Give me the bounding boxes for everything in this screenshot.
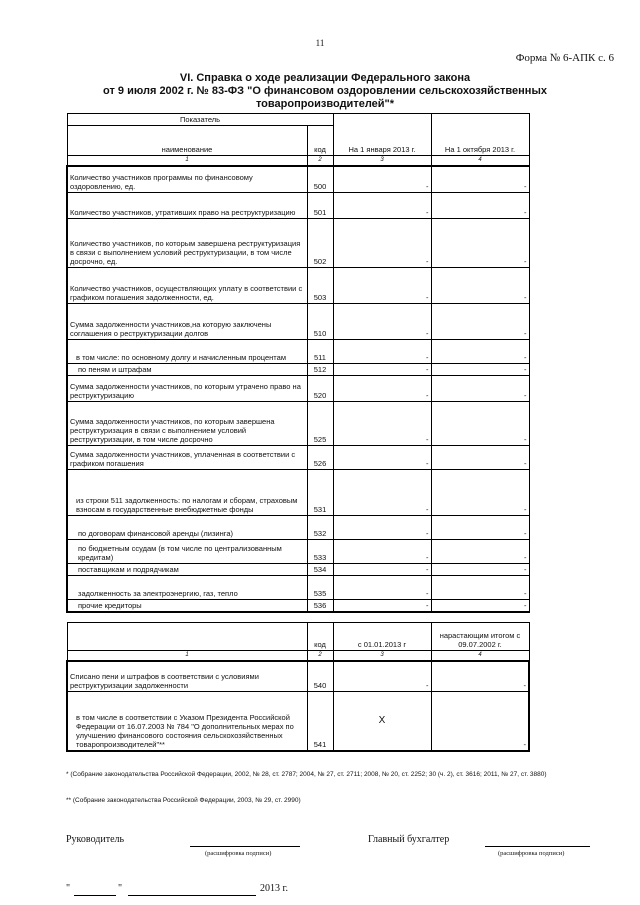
row-name: Количество участников, утративших право на реструктуризацию <box>67 192 307 218</box>
row-value-oct: - <box>431 445 529 469</box>
header-code: код <box>307 623 333 651</box>
colnum-1: 1 <box>67 651 307 662</box>
row-value-oct: - <box>431 363 529 375</box>
writeoff-table <box>66 622 530 752</box>
colnum-4: 4 <box>431 651 529 662</box>
table-row <box>67 563 529 575</box>
footnote-1: * (Собрание законодательства Российской Федерации, 2002, № 28, ст. 2787; 2004, № 27, ст. 2711; 2008, № 20, ст. 2252; 30 (ч. 2), ст. 3616; 2011, № 27, ст. 3880) <box>66 771 547 778</box>
row-value-jan: - <box>333 469 431 515</box>
title-line-3: товаропроизводителей"* <box>255 98 395 110</box>
row-value-jan: - <box>333 539 431 563</box>
row-value-oct: - <box>431 303 529 339</box>
row-name: Количество участников, осуществляющих уплату в соответствии с графиком погашения задолженности, ед. <box>67 267 307 303</box>
row-value-oct: - <box>431 563 529 575</box>
row-value-oct: - <box>431 375 529 401</box>
form-reference: Форма № 6-АПК с. 6 <box>515 52 614 64</box>
head-signature-line[interactable] <box>190 846 300 847</box>
row-name: по бюджетным ссудам (в том числе по централизованным кредитам) <box>67 539 307 563</box>
header-col-oct: На 1 октября 2013 г. <box>431 114 529 156</box>
header-name: наименование <box>67 126 307 156</box>
row-value-oct: - <box>431 539 529 563</box>
row-name: Списано пени и штрафов в соответствии с условиями реструктуризации задолженности <box>67 661 307 691</box>
head-decode-caption: (расшифровка подписи) <box>205 850 272 857</box>
row-value-jan: - <box>333 363 431 375</box>
header-code: код <box>307 126 333 156</box>
table-row <box>67 303 529 339</box>
table-row <box>67 575 529 599</box>
row-value-oct: - <box>431 401 529 445</box>
row-value-since-2013: X <box>333 691 431 751</box>
table-row <box>67 375 529 401</box>
row-value-oct: - <box>431 469 529 515</box>
row-value-cumulative: - <box>431 661 529 691</box>
row-value-jan: - <box>333 401 431 445</box>
row-name: поставщикам и подрядчикам <box>67 563 307 575</box>
row-code: 503 <box>307 267 333 303</box>
header-col-since-2013: с 01.01.2013 г <box>333 623 431 651</box>
row-name: в том числе в соответствии с Указом Президента Российской Федерации от 16.07.2003 № 784 "О дополнительных мерах по улучшению финансового состояния сельскохозяйственных товаропроизводителей"** <box>67 691 307 751</box>
table-row <box>67 661 529 691</box>
table-row <box>67 401 529 445</box>
row-code: 536 <box>307 599 333 612</box>
row-name: прочие кредиторы <box>67 599 307 612</box>
colnum-4: 4 <box>431 156 529 167</box>
row-value-jan: - <box>333 563 431 575</box>
title-line-1: VI. Справка о ходе реализации Федерального закона <box>179 72 471 84</box>
row-code: 534 <box>307 563 333 575</box>
accountant-signature-line[interactable] <box>485 846 590 847</box>
header-name-blank <box>67 623 307 651</box>
row-code: 532 <box>307 515 333 539</box>
row-code: 520 <box>307 375 333 401</box>
row-code: 531 <box>307 469 333 515</box>
row-name: Сумма задолженности участников, по которым утрачено право на реструктуризацию <box>67 375 307 401</box>
row-value-jan: - <box>333 445 431 469</box>
row-name: Количество участников программы по финансовому оздоровлению, ед. <box>67 166 307 192</box>
row-value-oct: - <box>431 515 529 539</box>
table-row <box>67 267 529 303</box>
section-title <box>60 72 590 111</box>
footnote-2: ** (Собрание законодательства Российской Федерации, 2003, № 29, ст. 2990) <box>66 797 301 804</box>
accountant-decode-caption: (расшифровка подписи) <box>498 850 565 857</box>
table-row <box>67 469 529 515</box>
row-name: Количество участников, по которым завершена реструктуризация в связи с выполнением условий реструктуризации, в том числе досрочно, ед. <box>67 218 307 267</box>
table-row <box>67 445 529 469</box>
row-value-oct: - <box>431 339 529 363</box>
row-code: 511 <box>307 339 333 363</box>
row-value-jan: - <box>333 267 431 303</box>
table-row <box>67 339 529 363</box>
date-quote-close: " <box>118 883 123 894</box>
row-code: 540 <box>307 661 333 691</box>
table-row <box>67 599 529 612</box>
row-code: 533 <box>307 539 333 563</box>
row-value-jan: - <box>333 599 431 612</box>
date-day-line[interactable] <box>74 895 116 896</box>
colnum-2: 2 <box>307 651 333 662</box>
row-code: 510 <box>307 303 333 339</box>
row-value-jan: - <box>333 515 431 539</box>
page-number: 11 <box>315 38 325 48</box>
colnum-3: 3 <box>333 651 431 662</box>
colnum-3: 3 <box>333 156 431 167</box>
row-value-jan: - <box>333 166 431 192</box>
date-month-line[interactable] <box>128 895 256 896</box>
row-code: 541 <box>307 691 333 751</box>
table-row <box>67 515 529 539</box>
header-col-jan: На 1 января 2013 г. <box>333 114 431 156</box>
row-name: из строки 511 задолженность: по налогам и сборам, страховым взносам в государственные внебюджетные фонды <box>67 469 307 515</box>
row-value-oct: - <box>431 599 529 612</box>
row-name: задолженность за электроэнергию, газ, тепло <box>67 575 307 599</box>
head-label: Руководитель <box>66 834 125 845</box>
row-value-jan: - <box>333 303 431 339</box>
row-value-jan: - <box>333 218 431 267</box>
row-code: 502 <box>307 218 333 267</box>
table-row <box>67 166 529 192</box>
row-name: в том числе: по основному долгу и начисленным процентам <box>67 339 307 363</box>
header-indicator: Показатель <box>67 114 333 126</box>
row-name: по пеням и штрафам <box>67 363 307 375</box>
colnum-2: 2 <box>307 156 333 167</box>
row-name: Сумма задолженности участников, уплаченная в соответствии с графиком погашения <box>67 445 307 469</box>
main-table <box>66 113 530 613</box>
row-value-oct: - <box>431 192 529 218</box>
table-row <box>67 363 529 375</box>
row-value-jan: - <box>333 192 431 218</box>
row-value-oct: - <box>431 267 529 303</box>
accountant-label: Главный бухгалтер <box>368 834 450 845</box>
colnum-1: 1 <box>67 156 307 167</box>
row-code: 512 <box>307 363 333 375</box>
table-row <box>67 691 529 751</box>
row-value-since-2013: - <box>333 661 431 691</box>
table-row <box>67 192 529 218</box>
row-value-oct: - <box>431 218 529 267</box>
row-name: Сумма задолженности участников,на которую заключены соглашения о реструктуризации долгов <box>67 303 307 339</box>
header-col-cumulative: нарастающим итогом с 09.07.2002 г. <box>431 623 529 651</box>
row-name: по договорам финансовой аренды (лизинга) <box>67 515 307 539</box>
row-value-oct: - <box>431 166 529 192</box>
table-row <box>67 539 529 563</box>
row-value-jan: - <box>333 339 431 363</box>
row-code: 525 <box>307 401 333 445</box>
row-code: 500 <box>307 166 333 192</box>
row-code: 535 <box>307 575 333 599</box>
row-value-jan: - <box>333 575 431 599</box>
date-quote-open: " <box>66 883 71 894</box>
date-year: 2013 г. <box>260 883 288 894</box>
table-row <box>67 218 529 267</box>
row-value-jan: - <box>333 375 431 401</box>
row-value-oct: - <box>431 575 529 599</box>
row-code: 526 <box>307 445 333 469</box>
row-name: Сумма задолженности участников, по которым завершена реструктуризация в связи с выполнением условий реструктуризации, в том числе досрочно <box>67 401 307 445</box>
title-line-2: от 9 июля 2002 г. № 83-ФЗ "О финансовом оздоровлении сельскохозяйственных <box>103 85 547 97</box>
row-value-cumulative: - <box>431 691 529 751</box>
row-code: 501 <box>307 192 333 218</box>
